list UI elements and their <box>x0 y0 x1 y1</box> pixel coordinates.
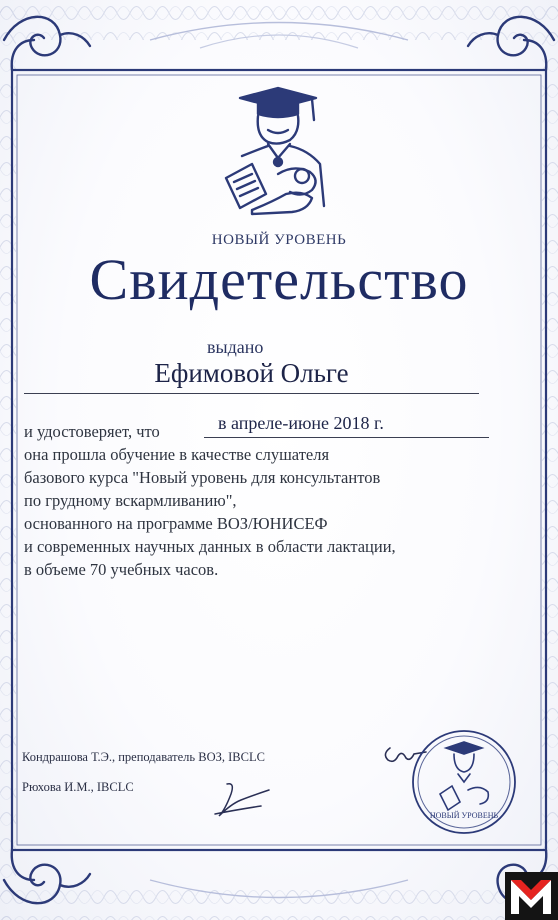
body-line: по грудному вскармливанию", <box>24 491 237 510</box>
stamp-seal <box>410 728 518 836</box>
graduate-with-baby-icon <box>212 86 342 226</box>
certificate-title: Свидетельство <box>89 247 469 312</box>
body-line: базового курса "Новый уровень для консультантов <box>24 468 381 487</box>
course-date: в апреле-июне 2018 г. <box>218 413 384 433</box>
signatory-1: Кондрашова Т.Э., преподаватель ВОЗ, IBCLC <box>22 750 265 764</box>
certifies-line: и удостоверяет, что <box>24 422 160 441</box>
m-logo-icon <box>505 872 558 920</box>
signatory-2: Рюхова И.М., IBCLC <box>22 780 134 794</box>
issued-label: выдано <box>207 337 264 357</box>
body-line: и современных научных данных в области лактации, <box>24 537 396 556</box>
body-line: в объеме 70 учебных часов. <box>24 560 219 579</box>
recipient-underline <box>24 393 479 394</box>
signature-2 <box>205 780 273 822</box>
stamp-text: НОВЫЙ УРОВЕНЬ <box>429 811 499 820</box>
body-line: она прошла обучение в качестве слушателя <box>24 445 330 464</box>
certificate-body <box>24 420 396 581</box>
recipient-name: Ефимовой Ольге <box>154 358 349 388</box>
organization-name: НОВЫЙ УРОВЕНЬ <box>211 232 347 248</box>
body-line: основанного на программе ВОЗ/ЮНИСЕФ <box>24 514 328 533</box>
